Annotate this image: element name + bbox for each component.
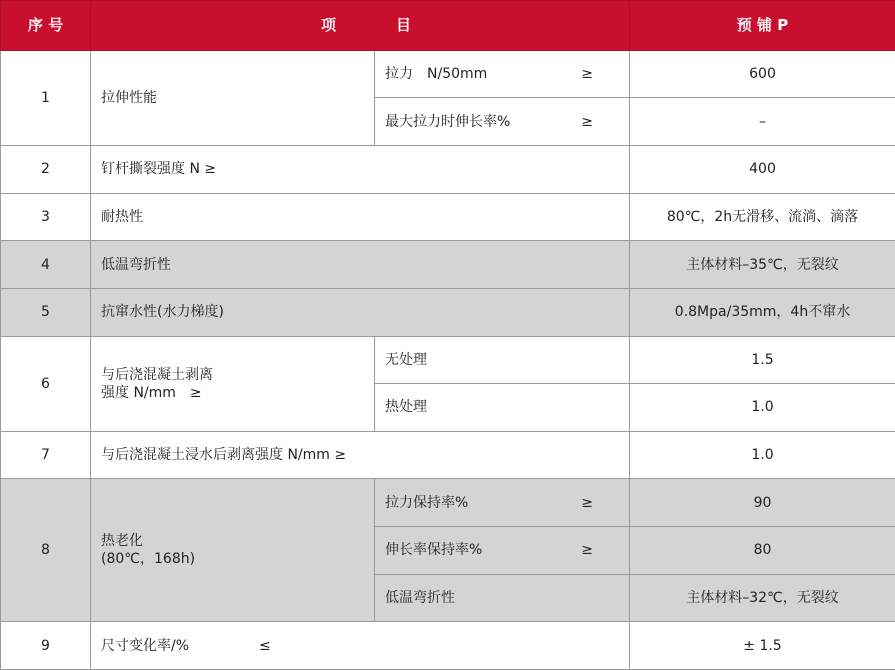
item-name: 尺寸变化率/% ≤: [91, 622, 630, 670]
table-row: [1, 241, 895, 289]
row-number: 8: [1, 479, 91, 622]
sub-item: 拉力 N/50mm ≥: [375, 50, 630, 98]
item-value: ± 1.5: [630, 622, 895, 670]
sub-item: 伸长率保持率% ≥: [375, 527, 630, 575]
row-number: 6: [1, 336, 91, 431]
header-item-left: 项: [321, 16, 337, 35]
table-row: [1, 288, 895, 336]
item-value: 600: [630, 50, 895, 98]
item-value: 80℃，2h无滑移、流淌、滴落: [630, 193, 895, 241]
table-row: [1, 193, 895, 241]
row-number: 7: [1, 431, 91, 479]
item-name: 钉杆撕裂强度 N ≥: [91, 145, 630, 193]
row-number: 4: [1, 241, 91, 289]
item-value: 0.8Mpa/35mm，4h不窜水: [630, 288, 895, 336]
sub-item: 热处理: [375, 384, 630, 432]
item-name: 抗窜水性(水力梯度): [91, 288, 630, 336]
row-number: 3: [1, 193, 91, 241]
sub-item: 低温弯折性: [375, 574, 630, 622]
item-name: 低温弯折性: [91, 241, 630, 289]
item-value: –: [630, 98, 895, 146]
table-row: [1, 479, 895, 527]
item-value: 1.0: [630, 384, 895, 432]
table-row: [1, 50, 895, 98]
item-value: 主体材料–35℃，无裂纹: [630, 241, 895, 289]
header-item-right: 目: [396, 16, 412, 35]
row-number: 1: [1, 50, 91, 145]
item-value: 主体材料–32℃，无裂纹: [630, 574, 895, 622]
table-row: [1, 622, 895, 670]
table-row: [1, 431, 895, 479]
item-value: 1.0: [630, 431, 895, 479]
row-number: 9: [1, 622, 91, 670]
header-no: 序 号: [1, 1, 91, 51]
table-row: [1, 145, 895, 193]
header-item: [91, 1, 630, 51]
header-value: 预 铺 P: [630, 1, 895, 51]
item-name: 拉伸性能: [91, 50, 375, 145]
header-row: [1, 1, 895, 51]
sub-item: 最大拉力时伸长率% ≥: [375, 98, 630, 146]
item-value: 90: [630, 479, 895, 527]
item-value: 400: [630, 145, 895, 193]
item-name: 与后浇混凝土浸水后剥离强度 N/mm ≥: [91, 431, 630, 479]
sub-item: 拉力保持率% ≥: [375, 479, 630, 527]
table-row: [1, 336, 895, 384]
item-value: 80: [630, 527, 895, 575]
item-value: 1.5: [630, 336, 895, 384]
item-name: 耐热性: [91, 193, 630, 241]
row-number: 5: [1, 288, 91, 336]
item-name: 热老化 (80℃，168h): [91, 479, 375, 622]
sub-item: 无处理: [375, 336, 630, 384]
row-number: 2: [1, 145, 91, 193]
item-name: 与后浇混凝土剥离 强度 N/mm ≥: [91, 336, 375, 431]
